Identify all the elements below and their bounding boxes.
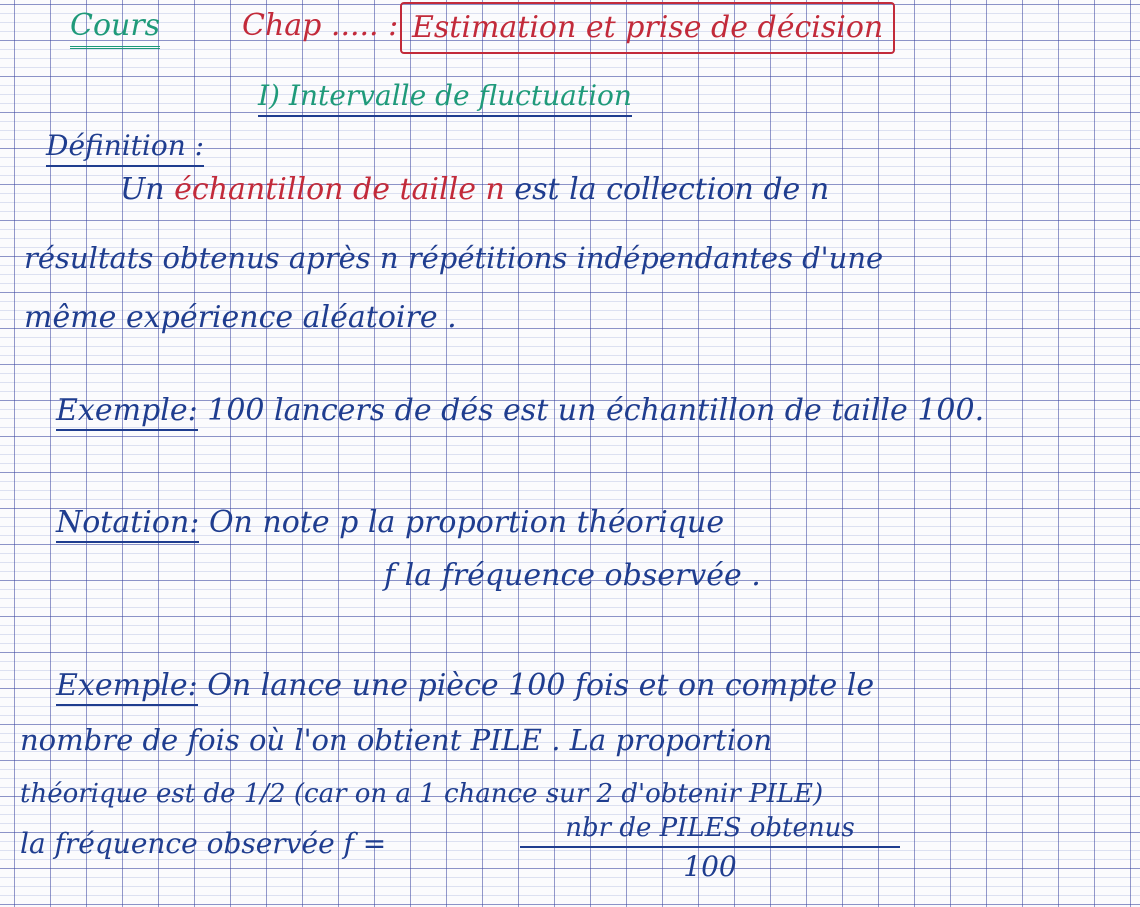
section-title: I) Intervalle de fluctuation bbox=[258, 78, 632, 117]
definition-line-1-start: Un bbox=[120, 172, 165, 207]
example-1-text: 100 lancers de dés est un échantillon de taille 100. bbox=[207, 393, 985, 428]
definition-highlight: échantillon de taille n bbox=[174, 172, 505, 207]
example-2-line-4: la fréquence observée f = bbox=[20, 827, 387, 860]
definition-line-2: résultats obtenus après n répétitions indépendantes d'une bbox=[24, 241, 884, 275]
example-2-line-1 bbox=[56, 668, 874, 704]
fraction-numerator: nbr de PILES obtenus bbox=[565, 813, 855, 843]
example-2-text-1: On lance une pièce 100 fois et on compte le bbox=[207, 668, 875, 703]
example-2-label: Exemple: bbox=[56, 668, 198, 706]
example-1 bbox=[56, 393, 984, 429]
chapter-title-box: Estimation et prise de décision bbox=[400, 2, 895, 54]
example-1-label: Exemple: bbox=[56, 393, 198, 431]
chapter-label: Chap ..... : bbox=[242, 8, 399, 43]
definition-line-1-end: est la collection de n bbox=[514, 172, 830, 207]
frequency-fraction bbox=[520, 812, 900, 884]
example-2-line-2: nombre de fois où l'on obtient PILE . La proportion bbox=[20, 723, 773, 757]
definition-line-1 bbox=[120, 172, 829, 208]
notation-line-2: f la fréquence observée . bbox=[384, 558, 761, 593]
notation-text-1: On note p la proportion théorique bbox=[208, 505, 725, 540]
cours-label: Cours bbox=[70, 8, 160, 49]
fraction-denominator: 100 bbox=[683, 850, 737, 883]
notation-line-1 bbox=[56, 505, 724, 541]
notation-label: Notation: bbox=[56, 505, 199, 543]
definition-label: Définition : bbox=[46, 128, 204, 167]
fraction-bar bbox=[520, 846, 900, 848]
definition-line-3: même expérience aléatoire . bbox=[24, 300, 457, 335]
example-2-line-3: théorique est de 1/2 (car on a 1 chance sur 2 d'obtenir PILE) bbox=[20, 779, 824, 809]
